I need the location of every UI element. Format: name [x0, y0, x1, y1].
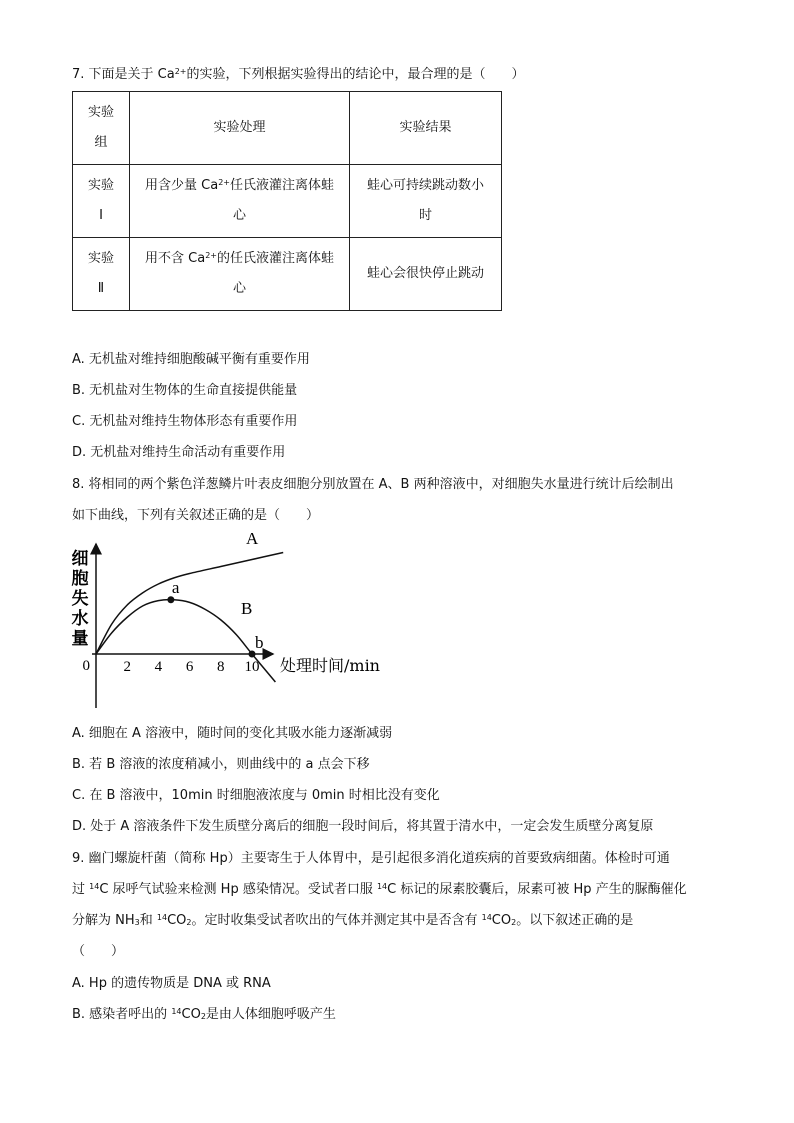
q8-option-a: A. 细胞在 A 溶液中，随时间的变化其吸水能力逐渐减弱	[72, 726, 393, 741]
row-treatment: 用不含 $Ca^{2+}$的任氏液灌注离体蛙 心	[130, 238, 350, 311]
q7-option-d: D. 无机盐对维持生命活动有重要作用	[72, 445, 286, 460]
x-ticks	[123, 659, 259, 675]
table-row	[73, 238, 502, 311]
x-tick-label: 4	[154, 659, 163, 675]
q9-option-a: A. Hp 的遗传物质是 DNA 或 RNA	[72, 976, 271, 991]
q8-stem-line2: 如下曲线，下列有关叙述正确的是（ ）	[72, 508, 320, 523]
q9-stem-line2: 过 $^{14}$C 尿呼气试验来检测 Hp 感染情况。受试者口服 $^{14}$C 标记的尿素胶囊后，尿素可被 Hp 产生的脲酶催化	[72, 882, 687, 897]
table-header-row	[73, 92, 502, 165]
row-result: 蛙心会很快停止跳动	[350, 238, 502, 311]
table-row	[73, 165, 502, 238]
row-group: 实验 Ⅱ	[73, 238, 130, 311]
q9-stem-line3: 分解为 $NH_3$和 $^{14}CO_2$。定时收集受试者吹出的气体并测定其中是否含有 $^{14}CO_2$。以下叙述正确的是	[72, 913, 634, 928]
experiment-table	[72, 91, 502, 311]
header-treatment: 实验处理	[130, 92, 350, 165]
x-tick-label: 6	[185, 659, 194, 675]
y-label-char: 失	[71, 589, 89, 609]
q9-answer-bracket: （ ）	[72, 944, 125, 959]
q8-option-b: B. 若 B 溶液的浓度稍减小，则曲线中的 a 点会下移	[72, 757, 370, 772]
q9-stem-line1: 9. 幽门螺旋杆菌（简称 Hp）主要寄生于人体胃中，是引起很多消化道疾病的首要致病细菌。体检时可通	[72, 851, 670, 866]
y-axis-label	[72, 549, 89, 649]
water-loss-chart	[68, 528, 408, 718]
x-axis-label: 处理时间/min	[280, 656, 380, 675]
header-group: 实验 组	[73, 92, 130, 165]
x-tick-label: 8	[217, 659, 225, 675]
header-result: 实验结果	[350, 92, 502, 165]
row-group: 实验 Ⅰ	[73, 165, 130, 238]
q8-stem-line1: 8. 将相同的两个紫色洋葱鳞片叶表皮细胞分别放置在 A、B 两种溶液中，对细胞失水量进行统计后绘制出	[72, 477, 674, 492]
y-label-char: 水	[71, 609, 89, 629]
q7-stem: 7. 下面是关于 $Ca^{2+}$的实验，下列根据实验得出的结论中，最合理的是（ ）	[72, 67, 525, 82]
point-label-b: b	[255, 633, 264, 652]
curve-label-a: A	[246, 529, 259, 548]
q8-option-c: C. 在 B 溶液中，10min 时细胞液浓度与 0min 时相比没有变化	[72, 788, 440, 803]
q8-option-d: D. 处于 A 溶液条件下发生质壁分离后的细胞一段时间后，将其置于清水中，一定会发生质壁分离复原	[72, 819, 654, 834]
point-a	[167, 596, 174, 603]
x-tick-label: 10	[244, 659, 260, 675]
y-label-char: 胞	[71, 569, 89, 589]
q7-option-b: B. 无机盐对生物体的生命直接提供能量	[72, 383, 298, 398]
x-tick-label: 2	[123, 659, 131, 675]
q7-option-c: C. 无机盐对维持生物体形态有重要作用	[72, 414, 298, 429]
row-result: 蛙心可持续跳动数小 时	[350, 165, 502, 238]
q7-option-a: A. 无机盐对维持细胞酸碱平衡有重要作用	[72, 352, 310, 367]
y-label-char: 量	[71, 629, 89, 649]
curve-label-b: B	[241, 599, 253, 618]
y-label-char: 细	[71, 549, 89, 569]
q9-option-b: B. 感染者呼出的 $^{14}CO_2$是由人体细胞呼吸产生	[72, 1007, 336, 1022]
point-label-a: a	[171, 577, 180, 597]
row-treatment: 用含少量 $Ca^{2+}$任氏液灌注离体蛙 心	[130, 165, 350, 238]
origin-label: 0	[82, 658, 90, 674]
